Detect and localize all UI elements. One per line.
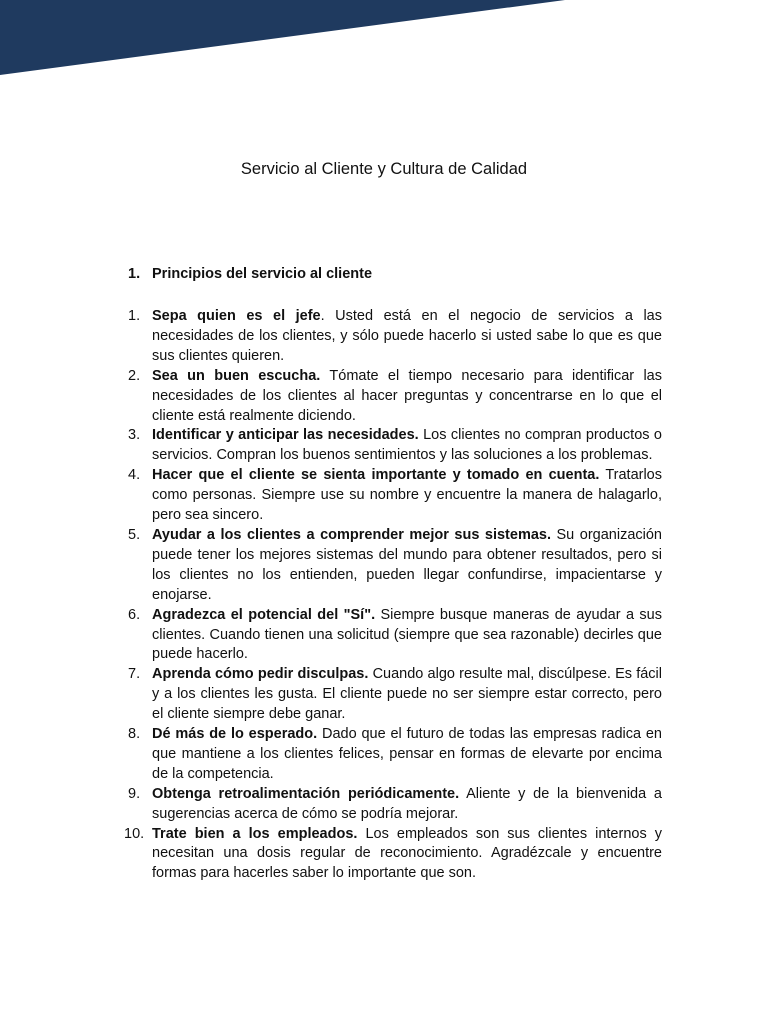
- item-text: Dado que el futuro de todas las empresas radica en que mantiene a los clientes felices, pensar en formas de elevarte por encima de la competencia.: [152, 726, 662, 782]
- item-text: Los empleados son sus clientes internos y necesitan una dosis regular de reconocimiento. Agradézcale y encuentre formas para hacerles saber lo importante que son.: [152, 825, 662, 882]
- item-number: 9.: [128, 785, 141, 802]
- item-title: Sea un buen escucha.: [152, 367, 321, 384]
- item-number: 8.: [128, 726, 141, 743]
- item-title: Identificar y anticipar las necesidades.: [152, 427, 419, 444]
- item-title: Ayudar a los clientes a comprender mejor sus sistemas.: [152, 526, 551, 543]
- list-item: [124, 466, 662, 526]
- item-title: Hacer que el cliente se sienta importante y tomado en cuenta.: [152, 467, 600, 484]
- list-item: [124, 606, 662, 666]
- list-item: [124, 725, 662, 785]
- item-number: 6.: [128, 606, 141, 623]
- list-item: [124, 367, 662, 427]
- list-item: [124, 426, 662, 466]
- item-title: Sepa quien es el jefe: [152, 308, 321, 324]
- list-item: [124, 526, 662, 606]
- principles-list: [124, 307, 662, 884]
- list-item: [124, 785, 662, 825]
- item-number: 4.: [128, 467, 141, 484]
- item-text: Aliente y de la bienvenida a sugerencias acerca de cómo se podría mejorar.: [152, 785, 662, 822]
- item-title: Aprenda cómo pedir disculpas.: [152, 666, 369, 683]
- item-number: 10.: [124, 825, 145, 842]
- section-title: Principios del servicio al cliente: [152, 266, 373, 282]
- item-text: Tómate el tiempo necesario para identificar las necesidades de los clientes al hacer preguntas y concentrarse en lo que el cliente está realmente diciendo.: [152, 367, 662, 424]
- header-banner-shape: [0, 0, 565, 75]
- document-title: Servicio al Cliente y Cultura de Calidad: [240, 160, 528, 178]
- item-text: Los clientes no compran productos o servicios. Compran los buenos sentimientos y las soluciones a los problemas.: [152, 427, 662, 464]
- list-item: [124, 825, 662, 885]
- item-number: 3.: [128, 427, 141, 444]
- item-number: 5.: [128, 526, 141, 543]
- section-heading: [128, 266, 372, 282]
- list-item: [124, 307, 662, 367]
- item-text: Siempre busque maneras de ayudar a sus clientes. Cuando tienen una solicitud (siempre que sea razonable) decirles que puede hacerlo.: [152, 606, 662, 663]
- section-number: 1.: [128, 266, 141, 282]
- item-number: 1.: [128, 308, 141, 324]
- item-number: 2.: [128, 367, 141, 384]
- item-text: . Usted está en el negocio de servicios a las necesidades de los clientes, y sólo puede hacerlo si usted sabe lo que es que sus clientes quieren.: [152, 308, 662, 364]
- header-banner: [0, 0, 768, 80]
- item-title: Obtenga retroalimentación periódicamente.: [152, 785, 460, 802]
- list-item: [124, 665, 662, 725]
- item-title: Trate bien a los empleados.: [152, 825, 358, 842]
- item-text: Tratarlos como personas. Siempre use su nombre y encuentre la manera de halagarlo, pero sea sincero.: [152, 467, 663, 524]
- item-number: 7.: [128, 666, 141, 683]
- item-text: Su organización puede tener los mejores sistemas del mundo para obtener resultados, pero si los clientes no los entienden, pueden llegar confundirse, impacientarse y enojarse.: [152, 526, 662, 603]
- item-title: Agradezca el potencial del "Sí".: [152, 606, 376, 623]
- item-text: Cuando algo resulte mal, discúlpese. Es fácil y a los clientes les gusta. El cliente puede no ser siempre estar correcto, pero el cliente siempre debe ganar.: [152, 666, 662, 723]
- item-title: Dé más de lo esperado.: [152, 726, 318, 743]
